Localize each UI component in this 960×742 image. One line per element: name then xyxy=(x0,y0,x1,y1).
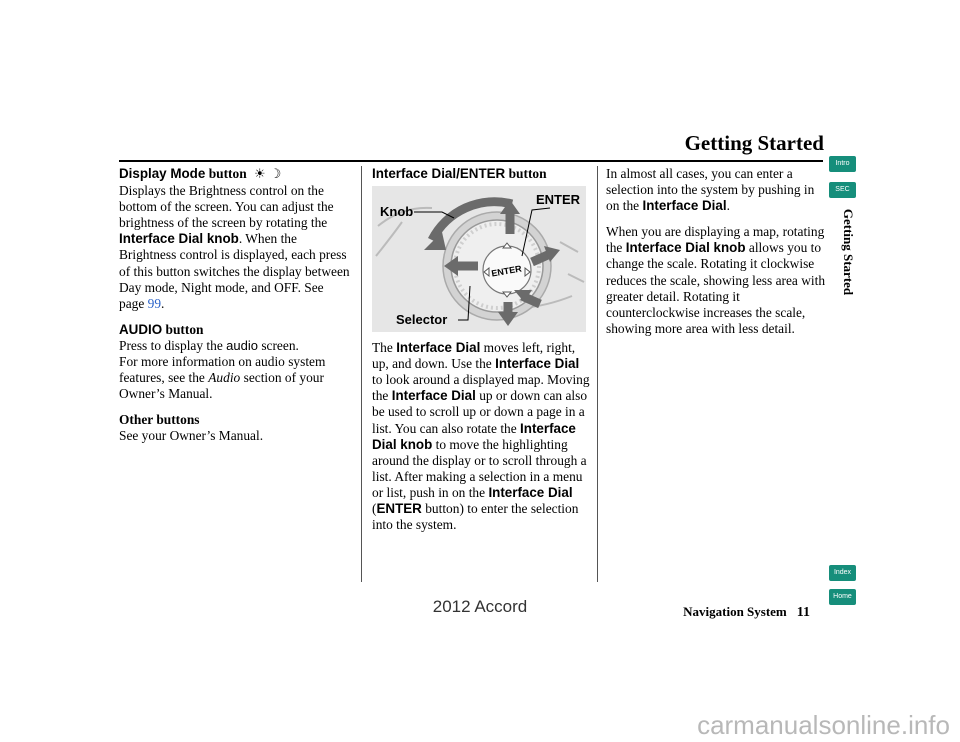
display-mode-suffix: button xyxy=(208,166,247,181)
dial-text: The xyxy=(372,340,393,356)
model-label: 2012 Accord xyxy=(432,597,528,616)
day-night-icon: ☀ ☽ xyxy=(254,167,282,182)
toc-tab[interactable]: SEC xyxy=(829,182,856,198)
punctuation: . xyxy=(161,295,165,311)
display-mode-text: Displays the Brightness control on the bottom of the screen. You can adjust the brightness of the screen by rotating the xyxy=(119,183,334,231)
column-right xyxy=(606,166,826,347)
interface-dial-title: Interface Dial xyxy=(372,166,457,181)
page-number: 11 xyxy=(796,605,810,620)
keyword: Interface Dial xyxy=(396,340,481,356)
dial-enter-label: ENTER xyxy=(490,263,523,279)
keyword: Interface Dial xyxy=(495,356,580,372)
other-buttons-title: Other buttons xyxy=(119,412,200,428)
audio-text: section of your Owner’s Manual. xyxy=(119,370,324,402)
body-text: In almost all cases, you can enter a selection into the system by pushing in on the xyxy=(606,166,815,214)
dial-text: moves left, right, up, and down. Use the xyxy=(372,340,576,372)
keyword: Interface Dial xyxy=(642,198,727,214)
enter-selection-paragraph xyxy=(606,166,826,214)
column-left xyxy=(119,166,351,455)
other-buttons-text: See your Owner’s Manual. xyxy=(119,428,264,444)
dial-text: up or down can also be used to scroll up or down a page in a list. You can also rotate the xyxy=(372,388,588,436)
dial-text: to move the highlighting around the display or to scroll through a list. After making a selection in a menu or list, push in on the xyxy=(372,436,587,500)
keyword: Interface Dial knob xyxy=(119,231,239,247)
page-link[interactable]: 99 xyxy=(147,295,162,311)
audio-text: screen. xyxy=(261,337,299,353)
interface-dial-description xyxy=(372,340,590,533)
header-rule xyxy=(119,160,823,162)
title-separator: / xyxy=(456,166,460,181)
home-tab[interactable]: Home xyxy=(829,589,856,605)
dial-text: ( xyxy=(372,501,377,517)
figure-label-knob: Knob xyxy=(380,204,414,220)
column-divider xyxy=(361,166,362,582)
display-mode-section xyxy=(119,166,351,312)
audio-screen-name: audio xyxy=(226,337,258,353)
display-mode-text: . When the Brightness control is displayed, each press of this button switches the display between Day mode, Night mode, and OFF. See page xyxy=(119,231,350,311)
keyword: ENTER xyxy=(376,501,422,517)
keyword: Interface Dial knob xyxy=(372,420,576,452)
index-tab[interactable]: Index xyxy=(829,565,856,581)
other-buttons-section xyxy=(119,412,351,444)
audio-manual-ref: Audio xyxy=(208,370,241,386)
display-mode-title: Display Mode xyxy=(119,166,206,181)
watermark: carmanualsonline.info xyxy=(697,710,950,740)
audio-text: For more information on audio system features, see the xyxy=(119,354,326,386)
audio-text: Press to display the xyxy=(119,337,223,353)
keyword: Interface Dial xyxy=(391,388,476,404)
side-section-label xyxy=(838,196,858,308)
dial-text: button) to enter the selection into the system. xyxy=(372,501,579,533)
keyword: Interface Dial xyxy=(488,484,573,500)
page-title: Getting Started xyxy=(684,131,824,155)
interface-dial-figure xyxy=(372,186,586,332)
audio-suffix: button xyxy=(165,321,204,337)
enter-title: ENTER xyxy=(459,166,506,181)
figure-label-enter: ENTER xyxy=(536,192,581,208)
map-scale-paragraph xyxy=(606,224,826,337)
body-text: allows you to change the scale. Rotating it clockwise reduces the scale, showing less area with greater detail. Rotating it counterclockwise increases the scale, showing more area with less detail. xyxy=(606,240,826,336)
figure-label-selector: Selector xyxy=(396,312,448,328)
punctuation: . xyxy=(726,198,730,214)
dial-text: to look around a displayed map. Moving the xyxy=(372,372,590,404)
interface-dial-suffix: button xyxy=(508,166,547,181)
keyword: Interface Dial knob xyxy=(625,240,746,256)
side-section-text: Getting Started xyxy=(841,208,856,296)
audio-title: AUDIO xyxy=(119,321,163,337)
interface-dial-heading xyxy=(372,166,590,182)
footer-label: Navigation System xyxy=(683,604,787,619)
body-text: When you are displaying a map, rotating the xyxy=(606,224,825,256)
audio-section xyxy=(119,322,351,402)
column-divider xyxy=(597,166,598,582)
intro-tab[interactable]: Intro xyxy=(829,156,856,172)
column-middle xyxy=(372,166,590,543)
